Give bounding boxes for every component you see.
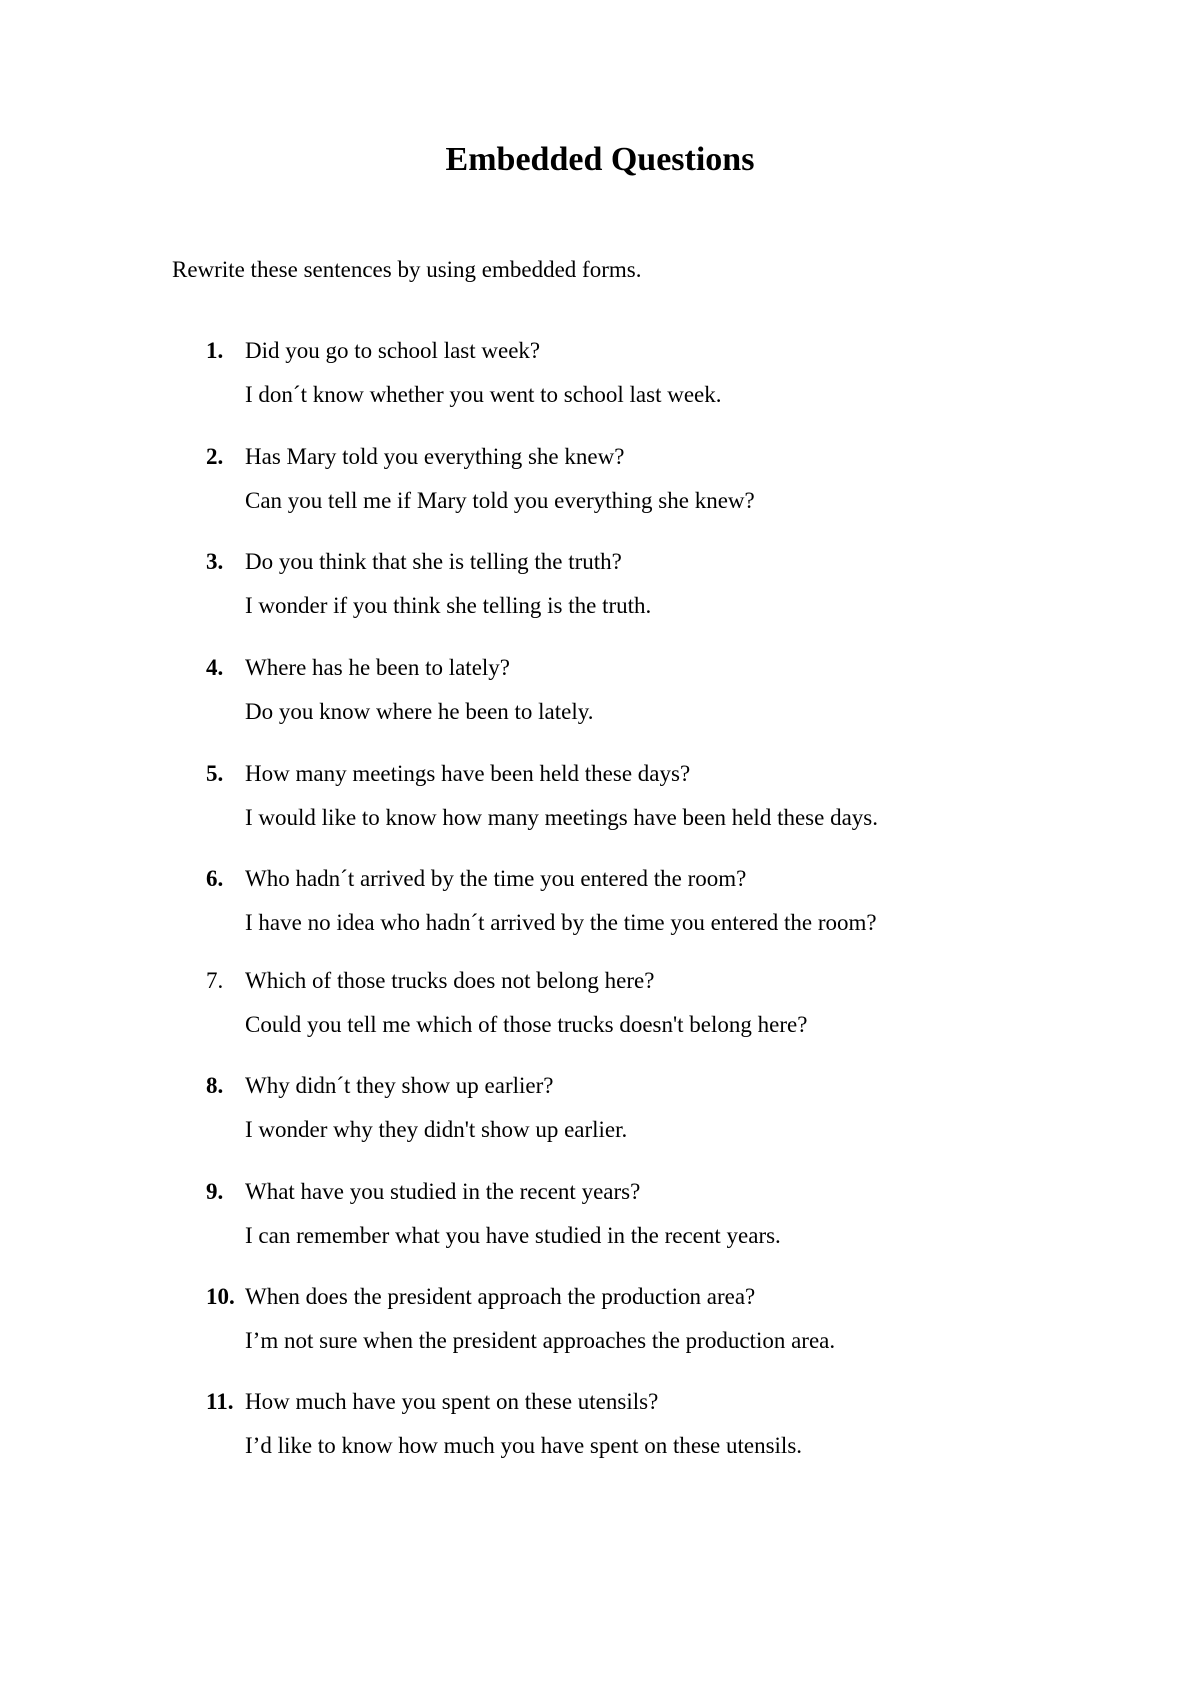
item-answer: I wonder if you think she telling is the truth. xyxy=(245,593,652,618)
item-question: Where has he been to lately? xyxy=(245,655,511,680)
item-answer: Can you tell me if Mary told you everything she knew? xyxy=(245,488,755,513)
item-question: How many meetings have been held these days? xyxy=(245,761,691,786)
item-number: 11. xyxy=(206,1389,234,1414)
item-answer: I’d like to know how much you have spent on these utensils. xyxy=(245,1433,803,1458)
item-number: 1. xyxy=(206,338,224,363)
item-number: 9. xyxy=(206,1179,224,1204)
item-answer: I would like to know how many meetings have been held these days. xyxy=(245,805,878,830)
item-answer: I don´t know whether you went to school last week. xyxy=(245,382,722,407)
item-question: What have you studied in the recent years? xyxy=(245,1179,641,1204)
instruction-text: Rewrite these sentences by using embedded forms. xyxy=(172,257,642,282)
item-answer: I wonder why they didn't show up earlier. xyxy=(245,1117,628,1142)
exercise-item xyxy=(0,547,1200,647)
exercise-item xyxy=(0,653,1200,753)
item-answer: Could you tell me which of those trucks doesn't belong here? xyxy=(245,1012,808,1037)
item-number: 3. xyxy=(206,549,224,574)
item-number: 6. xyxy=(206,866,224,891)
page-title: Embedded Questions xyxy=(445,141,755,178)
exercise-item xyxy=(0,1071,1200,1171)
item-number: 8. xyxy=(206,1073,224,1098)
item-number: 10. xyxy=(206,1284,235,1309)
item-number: 7. xyxy=(206,968,224,993)
exercise-item xyxy=(0,1282,1200,1382)
exercise-item xyxy=(0,1177,1200,1277)
item-question: Do you think that she is telling the truth? xyxy=(245,549,622,574)
item-question: Who hadn´t arrived by the time you entered the room? xyxy=(245,866,747,891)
exercise-item xyxy=(0,759,1200,859)
item-answer: I have no idea who hadn´t arrived by the time you entered the room? xyxy=(245,910,877,935)
item-number: 2. xyxy=(206,444,224,469)
item-question: How much have you spent on these utensils? xyxy=(245,1389,659,1414)
item-number: 5. xyxy=(206,761,224,786)
exercise-item xyxy=(0,864,1200,964)
item-answer: I can remember what you have studied in the recent years. xyxy=(245,1223,781,1248)
item-number: 4. xyxy=(206,655,224,680)
exercise-item xyxy=(0,442,1200,542)
exercise-item xyxy=(0,1387,1200,1487)
item-question: Which of those trucks does not belong here? xyxy=(245,968,655,993)
exercise-item xyxy=(0,336,1200,436)
item-question: Why didn´t they show up earlier? xyxy=(245,1073,554,1098)
item-question: Did you go to school last week? xyxy=(245,338,541,363)
item-question: When does the president approach the production area? xyxy=(245,1284,756,1309)
exercise-item xyxy=(0,966,1200,1066)
item-answer: Do you know where he been to lately. xyxy=(245,699,594,724)
item-answer: I’m not sure when the president approaches the production area. xyxy=(245,1328,836,1353)
item-question: Has Mary told you everything she knew? xyxy=(245,444,625,469)
